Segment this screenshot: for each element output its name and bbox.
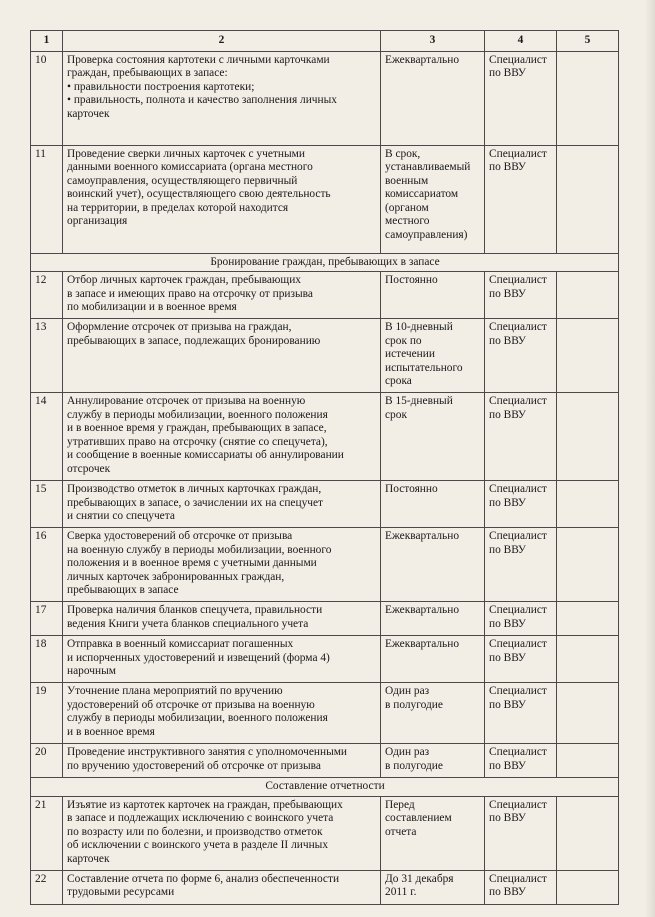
task-cell (63, 796, 381, 870)
period-cell-line: срок по (385, 334, 422, 347)
executor-cell-line: по ВВУ (489, 698, 526, 711)
task-cell-line: в запасе и подлежащих исключению с воинского учета (67, 812, 334, 824)
row-number: 12 (31, 272, 63, 319)
row-number: 19 (31, 683, 63, 744)
task-cell-line: Аннулирование отсрочек от призыва на военную (67, 395, 306, 407)
note-cell (557, 528, 619, 602)
task-cell (63, 393, 381, 481)
period-cell-line: Постоянно (385, 274, 438, 286)
period-cell (381, 870, 485, 904)
row-number: 16 (31, 528, 63, 602)
period-cell-line: комиссариатом (385, 188, 459, 200)
column-header-5: 5 (557, 31, 619, 52)
period-cell-line: в полугодие (385, 698, 443, 711)
note-cell (557, 481, 619, 528)
task-cell-line: по мобилизации и в военное время (67, 301, 237, 313)
period-cell-line: До 31 декабря (385, 872, 454, 885)
executor-cell-line: по ВВУ (489, 408, 526, 421)
task-cell-line: пребывающих в запасе (67, 584, 179, 596)
executor-cell-line: Специалист (489, 274, 547, 286)
note-cell (557, 796, 619, 870)
table-body (31, 51, 619, 904)
period-cell (381, 636, 485, 683)
period-cell-line: Перед (385, 798, 415, 811)
executor-cell-line: по ВВУ (489, 617, 526, 630)
executor-cell (485, 636, 557, 683)
table-row (31, 145, 619, 253)
period-cell-line: отчета (385, 825, 417, 838)
period-cell-line: Ежеквартально (385, 604, 460, 616)
executor-cell (485, 528, 557, 602)
executor-cell (485, 870, 557, 904)
task-cell-line: карточек (67, 852, 110, 865)
column-header-4: 4 (485, 31, 557, 52)
task-cell-line: службу в периоды мобилизации, военного положения (67, 408, 328, 421)
row-number: 20 (31, 744, 63, 778)
task-cell-line: по возрасту или по болезни, и производство отметок (67, 825, 323, 838)
period-cell-line: Один раз (385, 685, 430, 697)
task-cell (63, 481, 381, 528)
executor-cell (485, 683, 557, 744)
executor-cell (485, 796, 557, 870)
task-cell-line: граждан, пребывающих в запасе: (67, 67, 228, 79)
executor-cell-line: Специалист (489, 321, 547, 333)
section-header-row (31, 253, 619, 272)
period-cell-line: срока (385, 375, 412, 387)
task-cell (63, 636, 381, 683)
note-cell (557, 51, 619, 145)
task-cell (63, 602, 381, 636)
task-cell-line: Проверка состояния картотеки с личными карточками (67, 53, 330, 66)
executor-cell-line: Специалист (489, 604, 547, 616)
task-cell-line: по вручению удостоверений об отсрочке от призыва (67, 759, 321, 772)
period-cell-line: В срок, (385, 147, 421, 160)
task-cell-line: • правильность, полнота и качество заполнения личных (67, 94, 337, 106)
task-cell (63, 319, 381, 393)
period-cell-line: военным (385, 174, 429, 187)
period-cell (381, 528, 485, 602)
period-cell-line: 2011 г. (385, 886, 417, 898)
period-cell-line: в полугодие (385, 759, 443, 772)
column-header-3: 3 (381, 31, 485, 52)
row-number: 10 (31, 51, 63, 145)
period-cell (381, 796, 485, 870)
row-number: 22 (31, 870, 63, 904)
note-cell (557, 744, 619, 778)
executor-cell-line: по ВВУ (489, 651, 526, 664)
task-cell-line: и в военное время у граждан, пребывающих в запасе, (67, 422, 327, 434)
period-cell-line: Постоянно (385, 483, 438, 495)
executor-cell-line: Специалист (489, 638, 547, 650)
period-cell-line: Один раз (385, 746, 430, 758)
task-cell (63, 145, 381, 253)
table-row (31, 602, 619, 636)
task-cell-line: Уточнение плана мероприятий по вручению (67, 685, 283, 697)
task-cell-line: и испорченных удостоверений и извещений (форма 4) (67, 651, 330, 664)
row-number: 18 (31, 636, 63, 683)
note-cell (557, 272, 619, 319)
task-cell-line: Производство отметок в личных карточках граждан, (67, 483, 322, 495)
note-cell (557, 393, 619, 481)
task-cell (63, 272, 381, 319)
task-cell-line: карточек (67, 107, 110, 120)
note-cell (557, 870, 619, 904)
section-title: Бронирование граждан, пребывающих в запасе (31, 253, 619, 272)
period-cell (381, 481, 485, 528)
period-cell-line: В 10-дневный (385, 321, 453, 333)
executor-cell-line: по ВВУ (489, 67, 526, 79)
task-cell-line: ведения Книги учета бланков специального учета (67, 617, 309, 630)
task-cell-line: положения и в военное время с учетными данными (67, 557, 317, 569)
task-cell-line: и снятии со спецучета (67, 510, 175, 522)
executor-cell-line: Специалист (489, 483, 547, 495)
task-cell (63, 528, 381, 602)
executor-cell-line: Специалист (489, 685, 547, 697)
executor-cell-line: по ВВУ (489, 812, 526, 824)
executor-cell (485, 602, 557, 636)
task-cell-line: службу в периоды мобилизации, военного положения (67, 712, 328, 724)
note-cell (557, 683, 619, 744)
note-cell (557, 145, 619, 253)
column-header-2: 2 (63, 31, 381, 52)
executor-cell (485, 272, 557, 319)
section-header-row (31, 778, 619, 797)
period-cell-line: срок (385, 408, 407, 421)
executor-cell (485, 744, 557, 778)
period-cell-line: Ежеквартально (385, 530, 460, 542)
period-cell (381, 744, 485, 778)
executor-cell-line: по ВВУ (489, 334, 526, 347)
task-cell (63, 683, 381, 744)
executor-cell-line: Специалист (489, 53, 547, 66)
executor-cell-line: Специалист (489, 395, 547, 407)
executor-cell-line: Специалист (489, 147, 547, 160)
executor-cell (485, 319, 557, 393)
table-row (31, 51, 619, 145)
table-row (31, 683, 619, 744)
row-number: 21 (31, 796, 63, 870)
period-cell-line: В 15-дневный (385, 395, 453, 407)
table-row (31, 481, 619, 528)
table-row (31, 744, 619, 778)
task-cell-line: Составление отчета по форме 6, анализ обеспеченности (67, 872, 340, 885)
task-cell-line: организация (67, 215, 128, 227)
row-number: 17 (31, 602, 63, 636)
table-row (31, 870, 619, 904)
period-cell (381, 393, 485, 481)
executor-cell-line: по ВВУ (489, 759, 526, 772)
note-cell (557, 602, 619, 636)
period-cell-line: испытательного (385, 361, 463, 374)
period-cell-line: самоуправления) (385, 228, 468, 241)
executor-cell-line: по ВВУ (489, 496, 526, 509)
period-cell (381, 602, 485, 636)
note-cell (557, 636, 619, 683)
task-cell-line: Изъятие из картотек карточек на граждан, пребывающих (67, 798, 343, 811)
task-cell-line: удостоверений об отсрочке от призыва на военную (67, 698, 315, 711)
section-title: Составление отчетности (31, 778, 619, 797)
task-cell-line: личных карточек забронированных граждан, (67, 570, 285, 583)
table-row (31, 319, 619, 393)
period-cell-line: Ежеквартально (385, 53, 460, 66)
task-cell-line: воинский учет), осуществляющего свою деятельность (67, 188, 331, 200)
table-row (31, 272, 619, 319)
task-cell-line: и сообщение в военные комиссариаты об аннулировании (67, 449, 344, 461)
task-cell-line: отсрочек (67, 462, 111, 475)
task-cell-line: Проведение инструктивного занятия с уполномоченными (67, 746, 348, 758)
task-cell-line: • правильности построения картотеки; (67, 80, 255, 93)
table-row (31, 528, 619, 602)
note-cell (557, 319, 619, 393)
task-cell-line: Сверка удостоверений об отсрочке от призыва (67, 530, 293, 542)
task-cell (63, 744, 381, 778)
table-row (31, 393, 619, 481)
task-cell-line: утративших право на отсрочку (снятие со спецучета), (67, 435, 328, 448)
task-cell-line: об исключении с воинского учета в разделе II личных (67, 839, 329, 851)
row-number: 13 (31, 319, 63, 393)
task-cell-line: Отбор личных карточек граждан, пребывающих (67, 274, 301, 286)
task-cell-line: Оформление отсрочек от призыва на граждан, (67, 321, 292, 333)
task-cell-line: пребывающих в запасе, подлежащих бронированию (67, 334, 321, 347)
task-cell-line: Отправка в военный комиссариат погашенных (67, 638, 294, 650)
task-cell-line: пребывающих в запасе, о зачислении их на спецучет (67, 496, 324, 509)
period-cell (381, 319, 485, 393)
executor-cell-line: по ВВУ (489, 287, 526, 300)
task-cell-line: нарочным (67, 665, 116, 677)
row-number: 15 (31, 481, 63, 528)
task-cell (63, 51, 381, 145)
row-number: 11 (31, 145, 63, 253)
period-cell (381, 51, 485, 145)
column-header-1: 1 (31, 31, 63, 52)
period-cell-line: истечении (385, 348, 435, 360)
executor-cell (485, 145, 557, 253)
task-cell-line: на военную службу в периоды мобилизации, военного (67, 543, 332, 556)
executor-cell-line: по ВВУ (489, 161, 526, 173)
task-cell-line: в запасе и имеющих право на отсрочку от призыва (67, 287, 313, 300)
period-cell-line: местного (385, 215, 430, 227)
period-cell-line: (органом (385, 201, 429, 214)
task-cell-line: трудовыми ресурсами (67, 886, 175, 898)
executor-cell-line: по ВВУ (489, 886, 526, 898)
task-cell-line: Проведение сверки личных карточек с учетными (67, 147, 305, 160)
period-cell-line: составлением (385, 812, 452, 824)
executor-cell-line: Специалист (489, 872, 547, 885)
task-cell-line: Проверка наличия бланков спецучета, правильности (67, 604, 323, 616)
executor-cell-line: Специалист (489, 530, 547, 542)
period-cell (381, 272, 485, 319)
period-cell-line: Ежеквартально (385, 638, 460, 650)
executor-cell (485, 51, 557, 145)
executor-cell (485, 481, 557, 528)
table-row (31, 636, 619, 683)
task-cell-line: самоуправления, осуществляющего первичный (67, 174, 298, 187)
table-row (31, 796, 619, 870)
task-cell-line: и в военное время (67, 725, 155, 738)
executor-cell-line: Специалист (489, 746, 547, 758)
executor-cell-line: Специалист (489, 798, 547, 811)
task-cell-line: на территории, в пределах которой находится (67, 201, 289, 214)
task-cell-line: данными военного комиссариата (органа местного (67, 161, 313, 173)
executor-cell-line: по ВВУ (489, 543, 526, 556)
table-header-row (31, 31, 619, 52)
period-cell (381, 683, 485, 744)
executor-cell (485, 393, 557, 481)
period-cell-line: устанавливаемый (385, 161, 471, 173)
task-cell (63, 870, 381, 904)
period-cell (381, 145, 485, 253)
row-number: 14 (31, 393, 63, 481)
activities-table (30, 30, 619, 905)
